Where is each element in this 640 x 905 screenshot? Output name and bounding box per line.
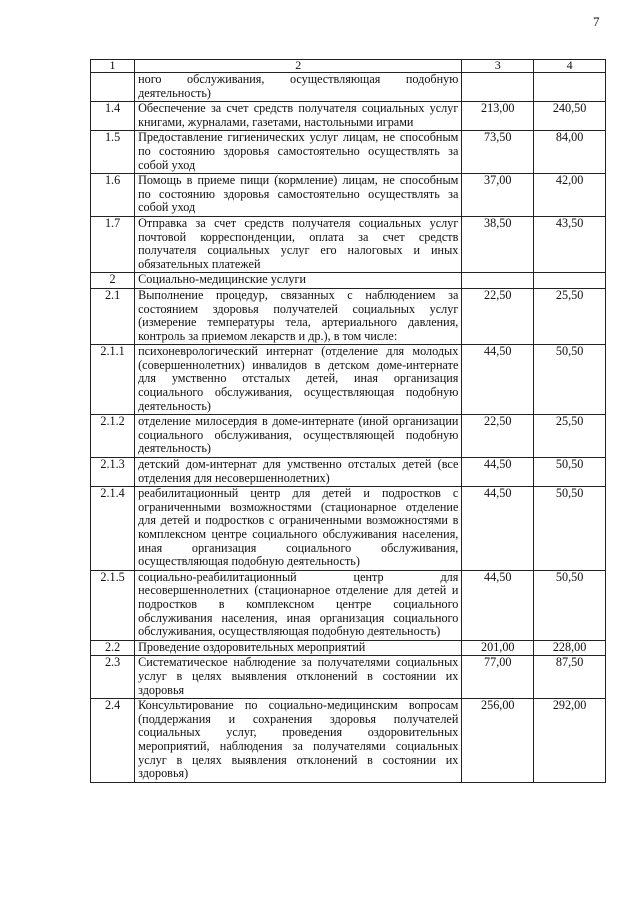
row-description-cell: реабилитационный центр для детей и подростков с ограниченными возможностями (стационарное отделение для детей и подростков с ограниченными возможностями в комплексном центре социального обслуживания населения, иная организация социального обслуживания, осуществляющая подобную деятельность) — [135, 487, 462, 571]
row-value-col3-cell: 77,00 — [462, 656, 534, 699]
row-value-col3-cell: 44,50 — [462, 458, 534, 487]
row-number-cell: 2.1.2 — [91, 415, 135, 458]
row-value-col4-cell — [534, 273, 606, 289]
header-col-2: 2 — [135, 60, 462, 73]
row-description-cell: Систематическое наблюдение за получателями социальных услуг в целях выявления отклонений в состоянии их здоровья — [135, 656, 462, 699]
row-description-cell: Проведение оздоровительных мероприятий — [135, 640, 462, 656]
row-value-col3-cell: 22,50 — [462, 415, 534, 458]
row-description-cell: Предоставление гигиенических услуг лицам, не способным по состоянию здоровья самостоятельно осуществлять за собой уход — [135, 131, 462, 174]
row-value-col4-cell: 25,50 — [534, 415, 606, 458]
table-row — [91, 102, 606, 131]
row-value-col3-cell: 201,00 — [462, 640, 534, 656]
header-col-4: 4 — [534, 60, 606, 73]
row-value-col4-cell: 42,00 — [534, 174, 606, 217]
table-row — [91, 73, 606, 102]
row-number-cell — [91, 73, 135, 102]
table-row — [91, 640, 606, 656]
row-description-cell: социально-реабилитационный центр для несовершеннолетних (стационарное отделение для детей и подростков в комплексном центре социального обслуживания населения, иная организация социального обслуживания, осуществляющая подобную деятельность) — [135, 570, 462, 640]
table-row — [91, 570, 606, 640]
row-number-cell: 1.7 — [91, 216, 135, 272]
row-value-col4-cell: 228,00 — [534, 640, 606, 656]
row-value-col3-cell: 38,50 — [462, 216, 534, 272]
row-value-col4-cell: 292,00 — [534, 699, 606, 783]
row-value-col4-cell: 50,50 — [534, 345, 606, 415]
row-value-col4-cell: 87,50 — [534, 656, 606, 699]
row-value-col3-cell: 22,50 — [462, 288, 534, 344]
row-description-cell: отделение милосердия в доме-интернате (иной организации социального обслуживания, осуществляющей подобную деятельность) — [135, 415, 462, 458]
row-value-col3-cell: 44,50 — [462, 487, 534, 571]
services-price-table — [90, 59, 606, 783]
row-value-col4-cell: 43,50 — [534, 216, 606, 272]
row-value-col4-cell: 84,00 — [534, 131, 606, 174]
table-row — [91, 174, 606, 217]
row-description-cell: Консультирование по социально-медицинским вопросам (поддержания и сохранения здоровья получателей социальных услуг, проведения оздоровительных мероприятий, наблюдения за получателями социальных услуг в целях выявления отклонений в состоянии их здоровья) — [135, 699, 462, 783]
table-body — [91, 60, 606, 783]
table-row — [91, 131, 606, 174]
row-number-cell: 2.2 — [91, 640, 135, 656]
row-value-col3-cell: 73,50 — [462, 131, 534, 174]
table-row — [91, 415, 606, 458]
row-number-cell: 2 — [91, 273, 135, 289]
row-description-cell: Отправка за счет средств получателя социальных услуг почтовой корреспонденции, оплата за счет средств получателя социальных услуг его налоговых и иных обязательных платежей — [135, 216, 462, 272]
row-value-col3-cell: 213,00 — [462, 102, 534, 131]
table-row — [91, 345, 606, 415]
row-description-cell: Социально-медицинские услуги — [135, 273, 462, 289]
row-value-col3-cell — [462, 273, 534, 289]
table-header-row — [91, 60, 606, 73]
table-row — [91, 656, 606, 699]
row-number-cell: 1.4 — [91, 102, 135, 131]
row-description-cell: детский дом-интернат для умственно отсталых детей (все отделения для несовершеннолетних) — [135, 458, 462, 487]
table-row — [91, 487, 606, 571]
row-description-cell: ного обслуживания, осуществляющая подобную деятельность) — [135, 73, 462, 102]
row-value-col3-cell: 44,50 — [462, 570, 534, 640]
row-description-cell: психоневрологический интернат (отделение для молодых (совершеннолетних) инвалидов в детском доме-интернате для умственно отсталых детей, иная организация социального обслуживания, осуществляющая подобную деятельность) — [135, 345, 462, 415]
table-row — [91, 288, 606, 344]
row-value-col4-cell: 50,50 — [534, 487, 606, 571]
table-row — [91, 458, 606, 487]
row-value-col4-cell — [534, 73, 606, 102]
row-value-col4-cell: 25,50 — [534, 288, 606, 344]
row-description-cell: Помощь в приеме пищи (кормление) лицам, не способным по состоянию здоровья самостоятельно осуществлять за собой уход — [135, 174, 462, 217]
page-number: 7 — [593, 14, 600, 29]
row-value-col4-cell: 50,50 — [534, 458, 606, 487]
table-row — [91, 216, 606, 272]
table-row — [91, 273, 606, 289]
row-number-cell: 1.5 — [91, 131, 135, 174]
row-number-cell: 1.6 — [91, 174, 135, 217]
row-number-cell: 2.3 — [91, 656, 135, 699]
row-value-col4-cell: 50,50 — [534, 570, 606, 640]
row-number-cell: 2.1.5 — [91, 570, 135, 640]
row-description-cell: Обеспечение за счет средств получателя социальных услуг книгами, журналами, газетами, настольными играми — [135, 102, 462, 131]
row-description-cell: Выполнение процедур, связанных с наблюдением за состоянием здоровья получателей социальных услуг (измерение температуры тела, артериального давления, контроль за приемом лекарств и др.), в том числе: — [135, 288, 462, 344]
header-col-1: 1 — [91, 60, 135, 73]
row-value-col3-cell: 37,00 — [462, 174, 534, 217]
row-value-col3-cell: 44,50 — [462, 345, 534, 415]
row-number-cell: 2.1 — [91, 288, 135, 344]
row-value-col3-cell — [462, 73, 534, 102]
table-row — [91, 699, 606, 783]
row-number-cell: 2.1.4 — [91, 487, 135, 571]
row-number-cell: 2.1.1 — [91, 345, 135, 415]
header-col-3: 3 — [462, 60, 534, 73]
row-number-cell: 2.1.3 — [91, 458, 135, 487]
row-value-col3-cell: 256,00 — [462, 699, 534, 783]
row-number-cell: 2.4 — [91, 699, 135, 783]
row-value-col4-cell: 240,50 — [534, 102, 606, 131]
